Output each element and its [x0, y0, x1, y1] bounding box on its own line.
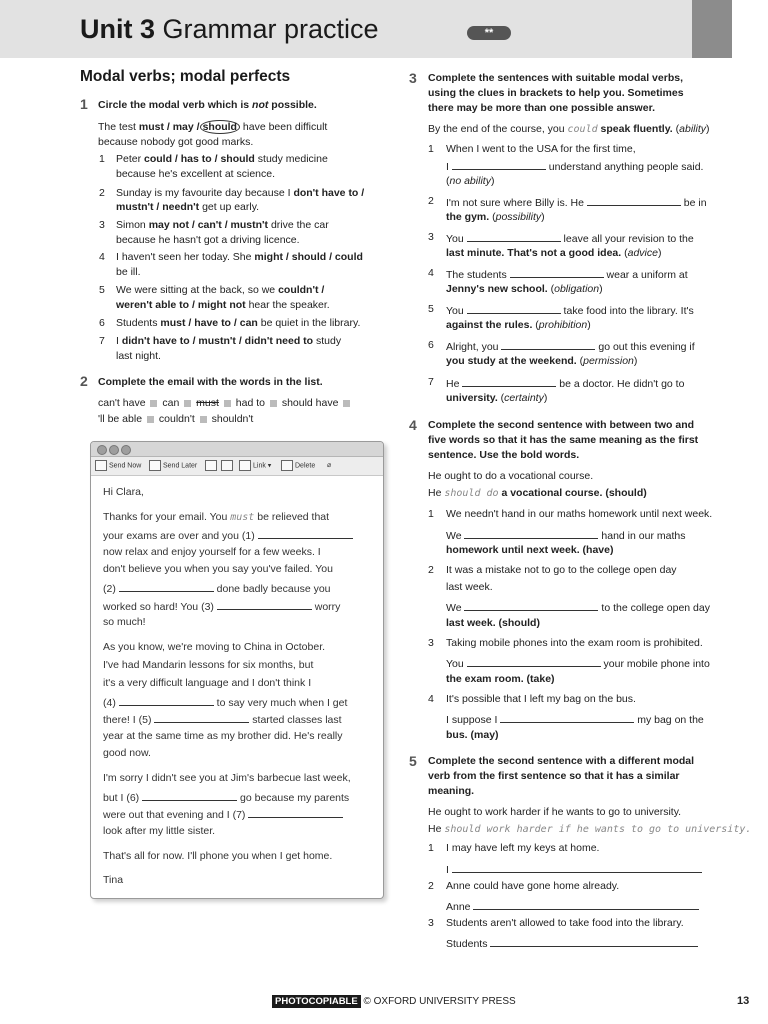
ex3-item-1: When I went to the USA for the first time,: [446, 143, 636, 155]
item-text: understand anything people said.: [545, 161, 704, 173]
item-text: homework until next week.: [446, 544, 580, 556]
instr-text: Circle the modal verb which is: [98, 99, 253, 111]
exercise-5-example-line2: [428, 822, 751, 837]
ex5-item-1-line2: [446, 861, 702, 878]
ex4-item-2-line4: [446, 616, 540, 631]
ex4-item-1-line3: [446, 527, 685, 544]
item-options: don't have to /: [293, 187, 365, 199]
email-line: [103, 598, 340, 615]
item-number: 7: [99, 335, 105, 347]
word-item: can't have: [98, 397, 146, 409]
item-text: be quiet in the library.: [257, 317, 361, 329]
title-label: Grammar practice: [162, 14, 379, 44]
email-line: [103, 789, 349, 806]
item-number: 3: [99, 219, 105, 231]
exercise-4-number: 4: [409, 417, 417, 433]
item-text: my bag on the: [634, 714, 704, 726]
ex4-item-1: We needn't hand in our maths homework until next week.: [446, 508, 713, 520]
answer-blank[interactable]: [500, 711, 634, 723]
item-text: leave all your revision to the: [560, 233, 694, 245]
item-number: 7: [428, 376, 434, 388]
item-text: We were sitting at the back, so we: [116, 284, 279, 296]
item-text: Alright, you: [446, 341, 502, 353]
word-list-line-1: [98, 396, 352, 411]
delete-label: Delete: [295, 462, 316, 470]
answer-blank[interactable]: [462, 375, 556, 387]
item-text: You: [446, 233, 467, 245]
word-item: can: [162, 397, 180, 409]
email-line: [103, 694, 347, 711]
ex4-item-4-line4: [446, 728, 499, 743]
email-text: started classes last: [249, 714, 342, 726]
instr-line: Complete the second sentence with a different modal: [428, 755, 695, 767]
email-line: [103, 510, 329, 525]
item-number: 2: [428, 880, 434, 892]
item-text: study medicine: [254, 153, 328, 165]
item-text: I: [446, 864, 449, 876]
answer-blank[interactable]: [490, 935, 698, 947]
ex4-item-2-line3: [446, 599, 710, 616]
email-line: As you know, we're moving to China in October.: [103, 641, 326, 653]
item-text: drive the car: [268, 219, 329, 231]
item-text: I haven't seen her today. She: [116, 251, 255, 263]
email-text: there! I (5): [103, 714, 155, 726]
answer-blank[interactable]: [452, 158, 546, 170]
word-item: had to: [235, 397, 265, 409]
ex4-item-3-line4: [446, 672, 555, 687]
instr-text: possible.: [268, 99, 317, 111]
exercise-4-example-line2: [428, 486, 647, 501]
clock-icon: [149, 460, 161, 471]
ex1-item-5: [116, 283, 324, 298]
answer-blank[interactable]: [467, 302, 561, 314]
example-options: must / may /: [138, 121, 200, 133]
example-text: have been difficult: [239, 121, 328, 133]
ex3-item-4: [446, 266, 688, 283]
exercise-4-instruction: [428, 418, 698, 463]
item-text: hand in our maths: [598, 530, 686, 542]
ex3-item-2-line2: the gym. (possibility): [446, 211, 545, 223]
instr-line: sentence. Use the bold words.: [428, 449, 580, 461]
item-number: 2: [428, 564, 434, 576]
item-text: bus.: [446, 729, 468, 741]
email-toolbar: [91, 457, 383, 476]
clue: possibility: [495, 211, 542, 223]
ex3-item-1-line2: [446, 158, 703, 175]
email-line: it's a very difficult language and I don't think I: [103, 677, 312, 689]
ex3-item-6: [446, 338, 695, 355]
section-title: Modal verbs; modal perfects: [80, 68, 291, 85]
item-options: mustn't / needn't: [116, 201, 200, 213]
ex4-item-3-line3: [446, 655, 710, 672]
item-options: may not / can't / mustn't: [148, 219, 269, 231]
item-number: 5: [428, 303, 434, 315]
item-number: 3: [428, 637, 434, 649]
item-text: I: [116, 335, 122, 347]
example-text: a vocational course.: [498, 487, 603, 499]
ex1-item-3: [116, 218, 329, 233]
email-line: [103, 580, 331, 597]
delete-button[interactable]: [281, 460, 315, 472]
ex4-item-2: It was a mistake not to go to the college open day: [446, 564, 677, 576]
instr-line: verb from the first sentence so that it has a similar: [428, 770, 680, 782]
item-text: We: [446, 602, 465, 614]
item-number: 1: [428, 143, 434, 155]
item-text: go out this evening if: [595, 341, 695, 353]
answer-blank-7[interactable]: [248, 806, 343, 818]
bold-word: (may): [470, 729, 499, 741]
ex5-item-3: Students aren't allowed to take food into the library.: [446, 917, 684, 929]
item-text: last minute. That's not a good idea.: [446, 247, 622, 259]
example-text: The test: [98, 121, 139, 133]
ex3-item-4-line2: Jenny's new school. (obligation): [446, 283, 603, 295]
word-item: shouldn't: [211, 413, 254, 425]
exercise-3-example: By the end of the course, you could speak fluently. (ability): [428, 123, 710, 135]
separator-square: [343, 400, 350, 407]
ex5-item-2: Anne could have gone home already.: [446, 880, 620, 892]
instr-line: Complete the second sentence with between two and: [428, 419, 695, 431]
answer-blank[interactable]: [467, 230, 561, 242]
clue: advice: [627, 247, 658, 259]
handwritten-answer: must: [230, 512, 255, 523]
email-text: (2): [103, 583, 119, 595]
instr-line: Complete the sentences with suitable modal verbs,: [428, 72, 683, 84]
example-text: He: [428, 487, 445, 499]
clue: prohibition: [538, 319, 588, 331]
handwritten-answer: should do: [444, 488, 499, 499]
exercise-4-example: He ought to do a vocational course.: [428, 470, 594, 482]
email-line: so much!: [103, 616, 146, 628]
exercise-3-number: 3: [409, 70, 417, 86]
item-text: get up early.: [199, 201, 260, 213]
item-text: Students: [116, 317, 161, 329]
ex3-item-1-clue: (no ability): [446, 175, 495, 187]
email-text: (4): [103, 697, 119, 709]
ex1-item-2: [116, 186, 364, 201]
instr-line: five words so that it has the same meaning as the first: [428, 434, 699, 446]
exercise-1-example: [98, 120, 327, 135]
answer-blank[interactable]: [464, 527, 598, 539]
answer-blank-2[interactable]: [119, 580, 214, 592]
item-number: 2: [99, 187, 105, 199]
item-number: 6: [99, 317, 105, 329]
email-signature: Tina: [103, 874, 124, 886]
item-text: I'm not sure where Billy is. He: [446, 197, 587, 209]
email-text: worry: [311, 601, 341, 613]
footer: [272, 996, 516, 1007]
email-text: to say very much when I get: [213, 697, 348, 709]
ex3-item-3: [446, 230, 694, 247]
answer-blank[interactable]: [452, 861, 702, 873]
item-number: 1: [428, 508, 434, 520]
item-text: Students: [446, 938, 488, 950]
send-icon: [95, 460, 107, 471]
item-number: 2: [428, 195, 434, 207]
ex3-item-5-line2: against the rules. (prohibition): [446, 319, 591, 331]
exercise-5-example: He ought to work harder if he wants to go to university.: [428, 806, 682, 818]
level-badge: **: [467, 26, 511, 40]
window-zoom-icon[interactable]: [121, 445, 131, 455]
trash-icon: [281, 460, 293, 471]
exercise-1-example-line2: because nobody got good marks.: [98, 136, 254, 148]
word-item: should have: [281, 397, 339, 409]
exercise-5-number: 5: [409, 753, 417, 769]
paperclip-button[interactable]: [327, 460, 331, 472]
item-text: take food into the library. It's: [560, 305, 694, 317]
email-text: Thanks for your email. You: [103, 511, 231, 523]
item-text: your mobile phone into: [600, 658, 710, 670]
email-line: [103, 711, 342, 728]
item-number: 3: [428, 917, 434, 929]
ex1-item-2-line2: [116, 200, 259, 215]
separator-square: [184, 400, 191, 407]
exercise-1-instruction: [98, 98, 317, 113]
item-text: last week.: [446, 617, 496, 629]
item-number: 4: [99, 251, 105, 263]
email-greeting: Hi Clara,: [103, 486, 144, 498]
item-text: university.: [446, 392, 498, 404]
answer-blank-4[interactable]: [119, 694, 214, 706]
bold-word: (have): [582, 544, 614, 556]
example-text: By the end of the course, you: [428, 123, 568, 135]
email-line: now relax and enjoy yourself for a few weeks. I: [103, 546, 321, 558]
separator-square: [200, 416, 207, 423]
item-text: the gym.: [446, 211, 490, 223]
page-title: [80, 14, 379, 45]
word-list-line-2: [98, 412, 253, 427]
answer-blank-1[interactable]: [258, 527, 353, 539]
email-line: [103, 527, 353, 544]
item-text: hear the speaker.: [245, 299, 330, 311]
separator-square: [224, 400, 231, 407]
handwritten-answer: should work harder if he wants to go to university.: [444, 824, 752, 835]
ex1-item-1-line2: because he's excellent at science.: [116, 168, 276, 180]
email-text: worked so hard! You (3): [103, 601, 217, 613]
instr-line: there may be more than one possible answer.: [428, 102, 655, 114]
window-close-icon[interactable]: [97, 445, 107, 455]
email-text: were out that evening and I (7): [103, 809, 249, 821]
item-text: be in: [680, 197, 707, 209]
email-text: your exams are over and you (1): [103, 530, 258, 542]
link-button[interactable]: Link ▾: [239, 460, 271, 472]
clue: ability: [679, 123, 706, 135]
item-options: couldn't /: [278, 284, 325, 296]
item-text: you study at the weekend.: [446, 355, 577, 367]
ex3-item-5: [446, 302, 694, 319]
link-label: Link: [253, 462, 266, 470]
ex1-item-7-line2: last night.: [116, 350, 161, 362]
item-text: Jenny's new school.: [446, 283, 548, 295]
word-item: 'll be able: [98, 413, 143, 425]
answer-blank[interactable]: [464, 599, 598, 611]
answer-blank[interactable]: [501, 338, 595, 350]
item-options: didn't have to / mustn't / didn't need to: [121, 335, 314, 347]
ex5-item-3-line2: [446, 935, 698, 952]
email-line: That's all for now. I'll phone you when I get home.: [103, 850, 333, 862]
attach-button[interactable]: [205, 460, 219, 472]
send-later-label: Send Later: [163, 462, 198, 470]
exercise-2-instruction: Complete the email with the words in the list.: [98, 376, 323, 388]
send-later-button[interactable]: [149, 460, 197, 472]
answer-blank-6[interactable]: [142, 789, 237, 801]
item-text: We: [446, 530, 465, 542]
ex1-item-6: [116, 316, 360, 331]
header-tab: [692, 0, 732, 58]
email-text: but I (6): [103, 792, 143, 804]
ex3-item-7-line2: university. (certainty): [446, 392, 548, 404]
item-options: could / has to / should: [144, 153, 255, 165]
item-text: be a doctor. He didn't go to: [556, 378, 685, 390]
item-number: 1: [428, 842, 434, 854]
email-titlebar: [91, 442, 383, 457]
ex4-item-4-line3: [446, 711, 704, 728]
email-line: I've had Mandarin lessons for six months, but: [103, 659, 314, 671]
instr-line: meaning.: [428, 785, 475, 797]
bold-word: (take): [526, 673, 555, 685]
email-text: go because my parents: [237, 792, 350, 804]
address-button[interactable]: [221, 460, 235, 472]
bold-word: (should): [498, 617, 540, 629]
ex1-item-5-line2: [116, 298, 330, 313]
item-text: I suppose I: [446, 714, 501, 726]
ex4-item-1-line4: [446, 543, 613, 558]
item-text: study: [313, 335, 342, 347]
item-text: You: [446, 658, 467, 670]
item-text: The students: [446, 269, 510, 281]
email-line: good now.: [103, 747, 151, 759]
item-text: Sunday is my favourite day because I: [116, 187, 294, 199]
exercise-2-number: 2: [80, 373, 88, 389]
email-text: be relieved that: [254, 511, 330, 523]
email-window: [90, 441, 384, 899]
email-text: done badly because you: [213, 583, 331, 595]
exercise-1-number: 1: [80, 96, 88, 112]
email-line: year at the same time as my brother did. He's really: [103, 730, 343, 742]
word-item: couldn't: [158, 413, 195, 425]
item-number: 6: [428, 339, 434, 351]
clue: permission: [583, 355, 634, 367]
item-options: weren't able to / might not: [116, 299, 246, 311]
email-line: [103, 806, 343, 823]
item-number: 3: [428, 231, 434, 243]
email-line: look after my little sister.: [103, 825, 216, 837]
clue: certainty: [504, 392, 544, 404]
ex4-item-3: Taking mobile phones into the exam room is prohibited.: [446, 637, 703, 649]
copyright-text: © OXFORD UNIVERSITY PRESS: [360, 996, 516, 1007]
item-options: might / should / could: [254, 251, 363, 263]
answer-blank-5[interactable]: [154, 711, 249, 723]
ex4-item-2-line2: last week.: [446, 581, 493, 593]
answer-blank[interactable]: [467, 655, 601, 667]
separator-square: [147, 416, 154, 423]
ex3-item-3-line2: last minute. That's not a good idea. (advice): [446, 247, 662, 259]
word-item-used: must: [196, 397, 219, 409]
window-minimize-icon[interactable]: [109, 445, 119, 455]
item-text: to the college open day: [598, 602, 710, 614]
item-number: 4: [428, 693, 434, 705]
ex5-item-1: I may have left my keys at home.: [446, 842, 600, 854]
ex5-item-2-line2: [446, 898, 699, 915]
ex1-item-7: [116, 334, 341, 349]
paperclip-icon: ⌀: [327, 462, 332, 469]
ex1-item-1: [116, 152, 328, 167]
clue: no ability: [449, 175, 491, 187]
example-text: He: [428, 823, 445, 835]
page-number: 13: [737, 995, 750, 1007]
ex3-item-7: [446, 375, 684, 392]
item-text: You: [446, 305, 467, 317]
photocopiable-badge: PHOTOCOPIABLE: [272, 995, 361, 1008]
answer-blank-3[interactable]: [217, 598, 312, 610]
attach-icon: [205, 460, 217, 471]
email-line: don't believe you when you say you've failed. You: [103, 563, 333, 575]
ex4-item-4: It's possible that I left my bag on the bus.: [446, 693, 636, 705]
handwritten-answer: could: [567, 124, 598, 135]
ex1-item-3-line2: because he hasn't got a driving licence.: [116, 234, 300, 246]
send-now-button[interactable]: [95, 460, 141, 472]
item-text: the exam room.: [446, 673, 524, 685]
link-icon: [239, 460, 251, 471]
instr-line: using the clues in brackets to help you. Sometimes: [428, 87, 684, 99]
ex3-item-6-line2: you study at the weekend. (permission): [446, 355, 638, 367]
circled-answer: should: [200, 120, 240, 134]
item-text: Anne: [446, 901, 471, 913]
email-line: I'm sorry I didn't see you at Jim's barbecue last week,: [103, 772, 351, 784]
item-text: against the rules.: [446, 319, 533, 331]
ex1-item-4: [116, 250, 363, 265]
answer-blank[interactable]: [510, 266, 604, 278]
send-now-label: Send Now: [109, 462, 142, 470]
item-options: must / have to / can: [160, 317, 258, 329]
separator-square: [270, 400, 277, 407]
item-number: 1: [99, 153, 105, 165]
item-text: I: [446, 161, 452, 173]
answer-blank[interactable]: [587, 194, 681, 206]
item-text: He: [446, 378, 463, 390]
clue: obligation: [554, 283, 600, 295]
instr-emphasis: not: [252, 99, 269, 111]
address-book-icon: [221, 460, 233, 471]
ex3-item-2: [446, 194, 707, 211]
separator-square: [150, 400, 157, 407]
bold-word: (should): [605, 487, 647, 499]
unit-label: Unit 3: [80, 14, 156, 44]
item-number: 5: [99, 284, 105, 296]
example-text: speak fluently.: [597, 123, 673, 135]
ex1-item-4-line2: be ill.: [116, 266, 141, 278]
exercise-5-instruction: [428, 754, 694, 799]
item-text: Simon: [116, 219, 149, 231]
exercise-3-instruction: [428, 71, 684, 116]
item-number: 4: [428, 267, 434, 279]
answer-blank[interactable]: [473, 898, 699, 910]
item-text: wear a uniform at: [603, 269, 688, 281]
item-text: Peter: [116, 153, 145, 165]
